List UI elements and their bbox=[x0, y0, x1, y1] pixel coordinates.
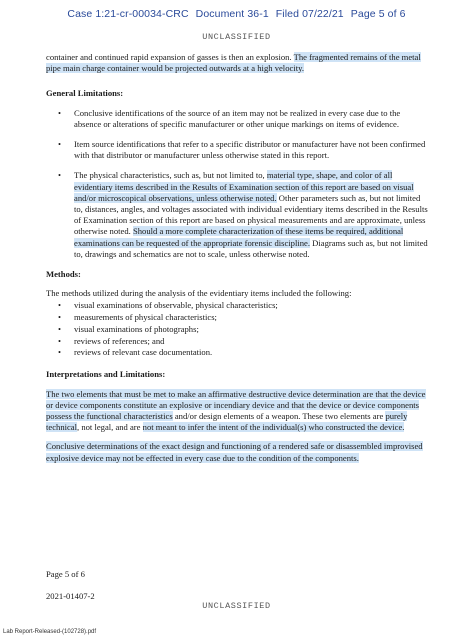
bullet-icon: • bbox=[58, 312, 62, 323]
case-number: Case 1:21-cr-00034-CRC bbox=[67, 8, 189, 20]
interpretation-highlight: not meant to infer the intent of the individual(s) who constructed the device. bbox=[142, 422, 405, 433]
method-text: reviews of relevant case documentation. bbox=[74, 347, 213, 358]
interpretations-heading: Interpretations and Limitations: bbox=[46, 369, 166, 380]
bullet-icon: • bbox=[58, 107, 62, 118]
bullet-icon: • bbox=[58, 170, 62, 181]
bullet-icon: • bbox=[58, 323, 62, 334]
header-page: Page 5 of 6 bbox=[350, 8, 406, 20]
limitation-text: Conclusive identifications of the source of an item may not be realized in every case due to the absence or alterations of specific manufacturer or other unique markings on items of evidence. bbox=[74, 107, 401, 129]
general-limitations-heading: General Limitations: bbox=[46, 88, 124, 99]
pdf-filename: Lab Report-Released-(102728).pdf bbox=[3, 629, 97, 635]
method-text: reviews of references; and bbox=[74, 335, 165, 346]
document-number: Document 36-1 bbox=[195, 8, 269, 20]
page-body bbox=[46, 52, 428, 472]
document-number-footer: 2021-01407-2 bbox=[46, 591, 95, 601]
limitation-highlight: material type, shape, and color of all evidentiary items described in the Results of Examination section of this report are based on visual and/or microscopical observations, unless otherwise noted. bbox=[74, 170, 414, 203]
limitation-text: Item source identifications that refer to a specific distributor or manufacturer have not been confirmed with that distributor or manufacturer unless otherwise stated in this report. bbox=[74, 139, 426, 161]
intro-paragraph bbox=[46, 52, 428, 74]
interpretation-text: , not legal, and are bbox=[77, 422, 143, 433]
limitation-text: Other parameters such as, but not limited to, distances, angles, and voltages associated with individual evidentiary items described in the Results of Examination section of this report are based on physical measurements and are approximate, unless otherwise noted. bbox=[74, 192, 428, 237]
interpretations-paragraph-2 bbox=[46, 441, 428, 463]
intro-highlight: The fragmented remains of the metal pipe main charge container would be projected outwards at a high velocity. bbox=[46, 52, 421, 74]
limitations-list bbox=[46, 108, 428, 260]
methods-intro: The methods utilized during the analysis of the evidentiary items included the following: bbox=[46, 288, 352, 299]
intro-text: container and continued rapid expansion of gasses is then an explosion. bbox=[46, 52, 294, 62]
method-text: measurements of physical characteristics; bbox=[74, 312, 217, 323]
filed-date: Filed 07/22/21 bbox=[275, 8, 344, 20]
classification-bottom: UNCLASSIFIED bbox=[202, 601, 271, 611]
list-item bbox=[58, 300, 428, 311]
methods-heading: Methods: bbox=[46, 269, 81, 280]
bullet-icon: • bbox=[58, 347, 62, 358]
interpretation-highlight: Conclusive determinations of the exact design and functioning of a rendered safe or disassembled improvised explosive device may not be effected in every case due to the condition of the components. bbox=[46, 441, 423, 463]
bullet-icon: • bbox=[58, 139, 62, 150]
list-item bbox=[58, 335, 428, 347]
interpretations-paragraph-1 bbox=[46, 389, 428, 434]
list-item bbox=[58, 139, 428, 161]
methods-list bbox=[46, 300, 428, 358]
page-number: Page 5 of 6 bbox=[46, 569, 85, 579]
list-item bbox=[58, 107, 428, 130]
list-item bbox=[58, 323, 428, 335]
interpretation-highlight: The two elements that must be met to make an affirmative destructive device determination are that the device or device components constitute an explosive or incendiary device and that the device or device components possess the functional characteristics bbox=[46, 388, 426, 422]
limitation-text: The physical characteristics, such as, but not limited to, bbox=[74, 170, 267, 181]
method-text: visual examinations of observable, physical characteristics; bbox=[74, 300, 278, 311]
classification-top: UNCLASSIFIED bbox=[202, 32, 271, 42]
bullet-icon: • bbox=[58, 300, 62, 311]
interpretation-text: and/or design elements of a weapon. These two elements are bbox=[172, 411, 386, 422]
list-item bbox=[58, 312, 428, 323]
interpretation-highlight: purely technical bbox=[46, 411, 408, 433]
list-item bbox=[58, 347, 428, 358]
limitation-highlight: Should a more complete characterization of these items be required, additional examinations can be requested of the appropriate forensic discipline. bbox=[74, 226, 404, 248]
limitation-text: Diagrams such as, but not limited to, drawings and schematics are not to scale, unless otherwise noted. bbox=[74, 237, 428, 259]
method-text: visual examinations of photographs; bbox=[74, 323, 199, 334]
bullet-icon: • bbox=[58, 335, 62, 346]
court-filing-header bbox=[0, 8, 473, 20]
list-item bbox=[58, 170, 428, 260]
